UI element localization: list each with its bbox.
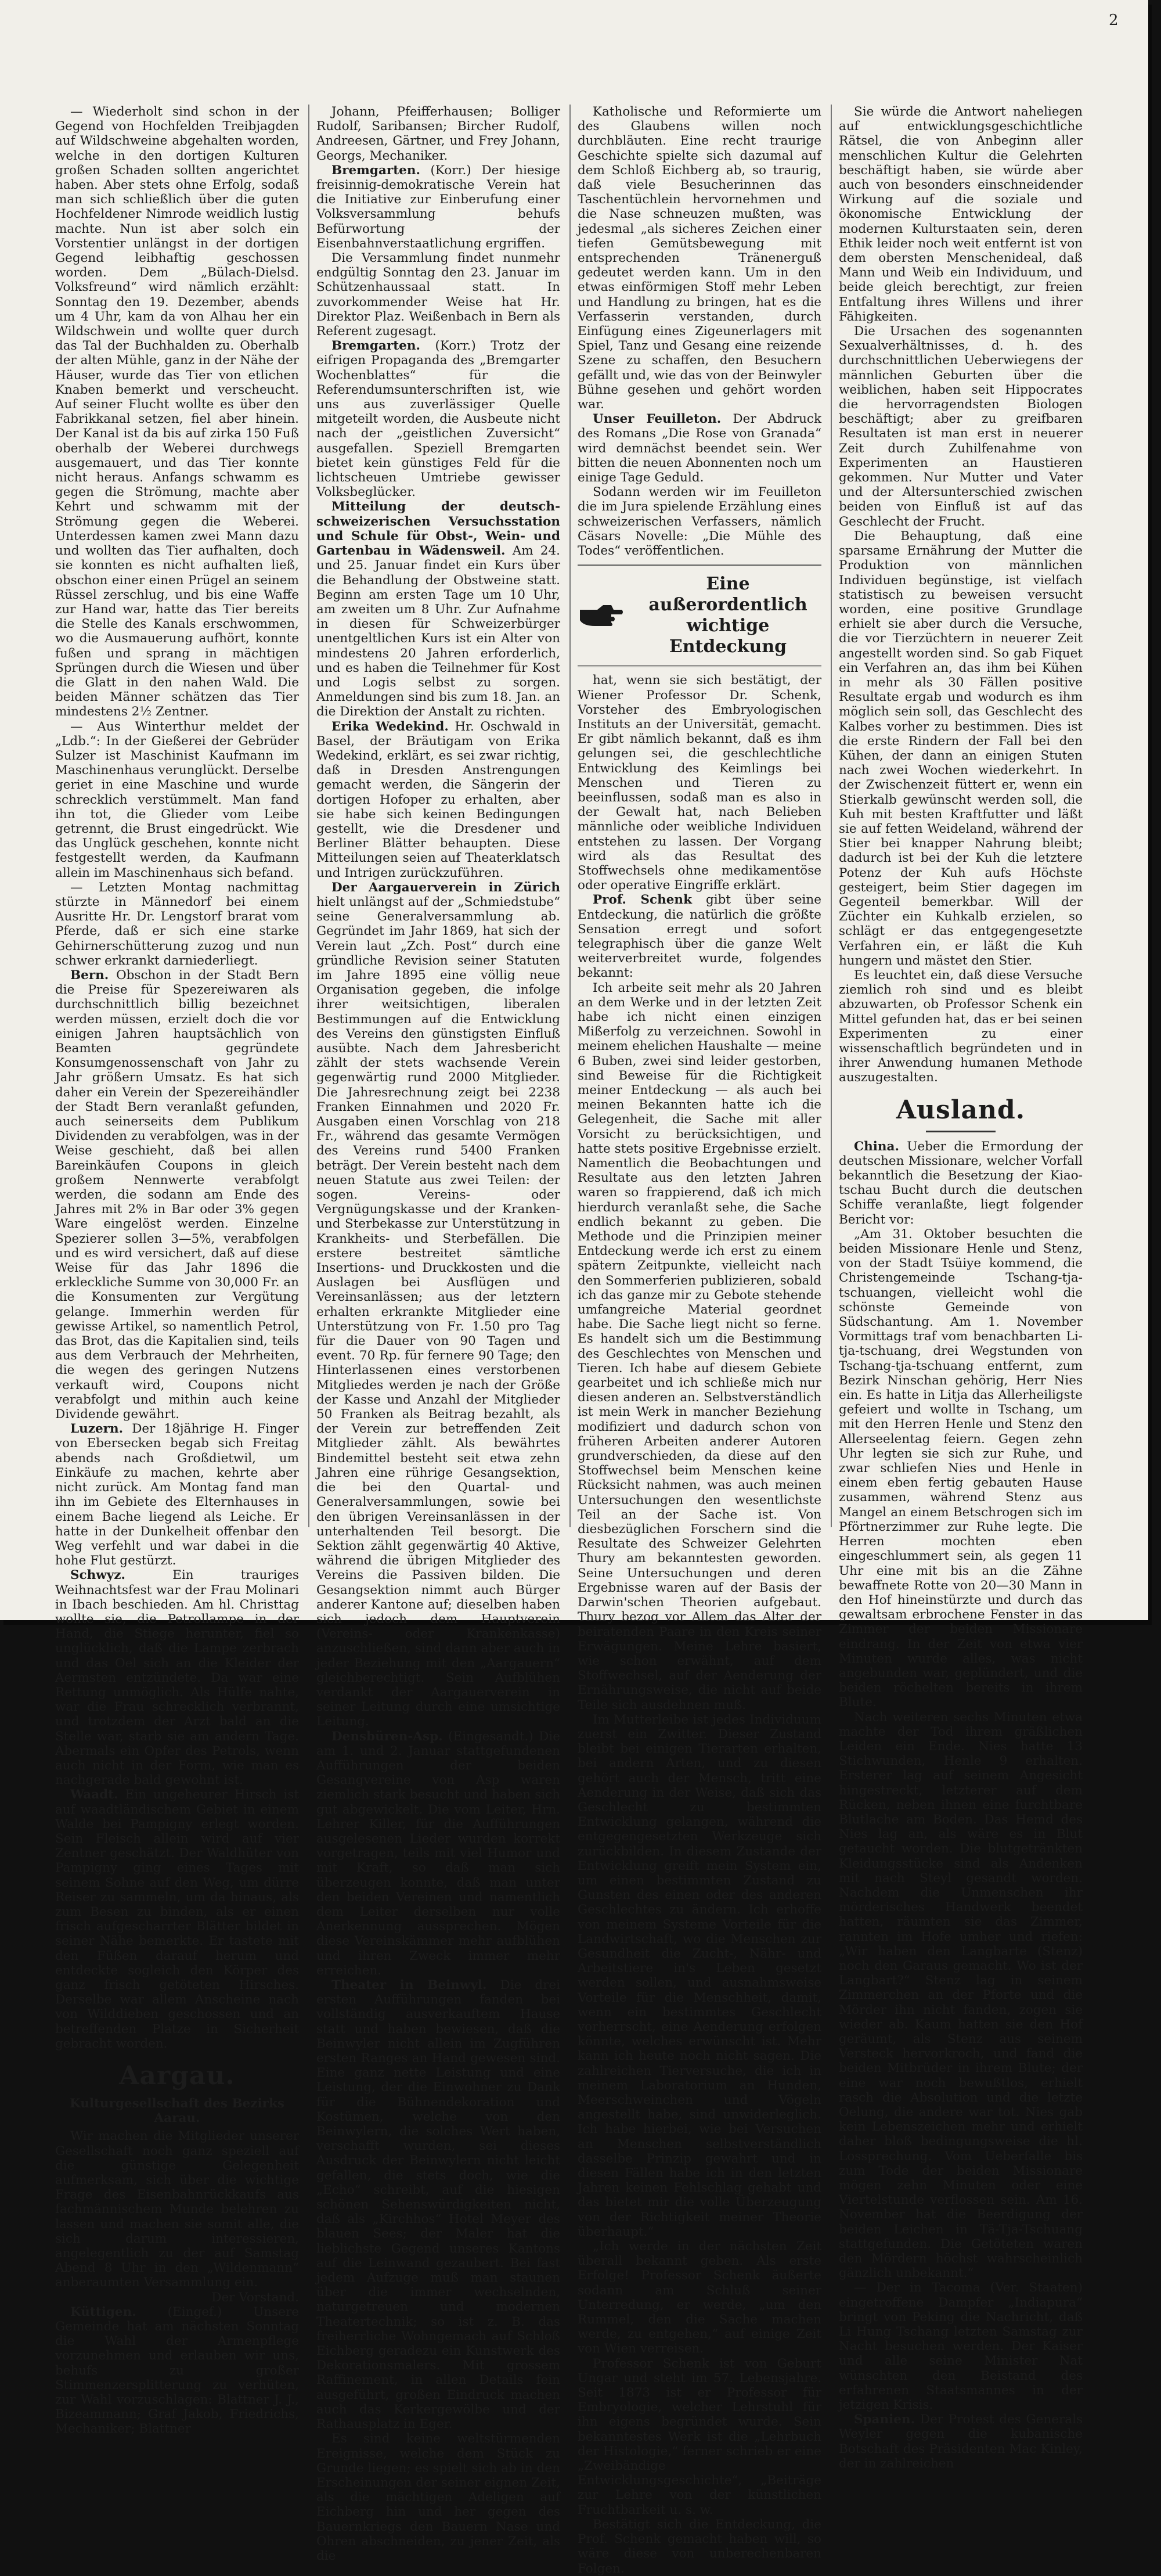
- article-paragraph: [55, 2305, 299, 2437]
- article-keyword: Küttigen.: [70, 2304, 136, 2319]
- article-text: Ueber die Ermordung der deutschen Missionare, welcher Vorfall bekanntlich die Besetzung der Kiao-tschau Bucht durch die deutschen Schiffe veranlaßte, liegt folgender Bericht vor:: [839, 1139, 1083, 1227]
- article-text: Katholische und Reformierte um des Glaubens willen noch durchbläuten. Eine recht traurige Geschichte spielte sich dazumal auf dem Schloß Eichberg ab, so traurig, daß viele Besucherinnen das Taschentüchlein hervornehmen und die Nase schneuzen mußten, was jedesmal „als sicheres Zeichen einer tiefen Gemütsbewegung mit entsprechenden Tränenerguß gedeutet werden kann. Um in den etwas einförmigen Stoff mehr Leben und Handlung zu bringen, hat es die Verfasserin verstanden, durch Einfügung eines Zigeunerlagers mit Spiel, Tanz und Gesang eine reizende Szene zu schaffen, den Besuchern gefällt und, wie das von der Beinwyler Bühne gesehen und gehört worden war.: [578, 105, 821, 412]
- column-4-ausland-articles: [839, 1139, 1083, 2471]
- article-text: Sie würde die Antwort naheliegen auf entwicklungsgeschichtliche Rätsel, die von Anbeginn aller menschlichen Kultur die Gelehrten beschäftigt haben, sie würde aber auch von besonders einschneidender Wirkung auf die soziale und ökonomische Entwicklung der modernen Kulturstaaten sein, deren Ethik leider noch weit entfernt ist von dem obersten Menschenideal, daß Mann und Weib ein Individuum, und beide gleich berechtigt, zur freien Entfaltung ihres Willens und ihrer Fähigkeiten.: [839, 105, 1083, 324]
- article-paragraph: [839, 529, 1083, 968]
- article-paragraph: [578, 412, 821, 485]
- article-text: (Korr.) Trotz der eifrigen Propaganda des „Bremgarter Wochenblattes“ für die Referendumsunterschriften ist, wie uns aus zuverlässiger Quelle mitgeteilt worden, die Ausbeute nicht nach der „geistlichen Zuversicht“ ausgefallen. Speziell Bremgarten bietet kein günstiges Feld für die lichtscheuen Umtriebe gewisser Volksbeglücker.: [316, 339, 560, 500]
- article-keyword: Bremgarten.: [331, 339, 420, 354]
- article-keyword: Waadt.: [70, 1787, 118, 1803]
- article-text: — Wiederholt sind schon in der Gegend von Hochfelden Treibjagden auf Wildschweine abgehalten worden, welche in den dortigen Kulturen großen Schaden sollten angerichtet haben. Aber stets ohne Erfolg, sodaß man sich schließlich über die guten Hochfeldener Nimrode weidlich lustig machte. Nun ist aber solch ein Vorstentier unlängst in der dortigen Gegend leibhaftig geschossen worden. Dem „Bülach-Dielsd. Volksfreund“ wird nämlich erzählt: Sonntag den 19. Dezember, abends um 4 Uhr, kam da von Alhau her ein Wildschwein und wollte quer durch das Tal der Buchhalden zu. Oberhalb der alten Mühle, ganz in der Nähe der Häuser, wurde das Tier von etlichen Knaben bemerkt und verscheucht. Auf seiner Flucht wollte es über den Fabrikkanal setzen, fiel aber hinein. Der Kanal ist da bis auf zirka 150 Fuß oberhalb der Weberei durchwegs ausgemauert, und das Tier konnte nicht heraus. Anfangs schwamm es gegen die Strömung, machte aber Kehrt und schwamm mit der Strömung gegen die Weberei. Unterdessen kamen zwei Mann dazu und wollten das Tier aufhalten, doch sie konnten es nicht aufhalten ließ, obschon einer einen Prügel an seinem Rüssel zerschlug, und bis eine Waffe zur Hand war, hatte das Tier bereits die Stelle des Kanals erschwommen, wo die Ausmauerung aufhört, konnte fußen und sprang in mächtigen Sprüngen durch die Wiesen und über die Glatt in den nahen Wald. Die beiden Männer schätzen das Tier mindestens 2½ Zentner.: [55, 105, 299, 719]
- column-3-discovery-articles: [578, 673, 821, 2575]
- article-paragraph: [316, 499, 560, 719]
- article-text: Die Ursachen des sogenannten Sexualverhältnisses, d. h. des durchschnittlichen Ueberwiegens der männlichen Geburten über die weiblichen, haben seit Hippocrates die hervorragendsten Biologen beschäftigt; aber zu greifbaren Resultaten ist man erst in neuerer Zeit durch Zuhilfenahme von Experimenten an Haustieren gekommen. Nur Mutter und Vater und der Altersunterschied zwischen beiden von Einfluß ist auf das Geschlecht der Frucht.: [839, 324, 1083, 529]
- article-keyword: Densbüren-Asp.: [331, 1729, 443, 1744]
- article-keyword: Prof. Schenk: [593, 893, 692, 908]
- article-paragraph: [578, 485, 821, 558]
- article-keyword: Spanien.: [854, 2412, 915, 2427]
- column-2-articles: [316, 105, 560, 2563]
- article-text: „Ich werde in der nächsten Zeit überall bekannt geben. Als erste Erfolge! Professor Schenk äußerte sodann am Schluß seiner Unterredung, er werde, „um den Rummel, den die Sache machen werde, zu entgehen,“ auf einige Zeit von Wien verreisen.: [578, 2239, 821, 2356]
- article-text: Wir machen die Mitglieder unserer Gesellschaft noch ganz speziell auf die günstige Gelegenheit aufmerksam, sich über die wichtige Frage des Eisenbahnrückkaufs aus fachmännischem Munde belehren zu lassen und machen sie somit alle, die sich darum interessieren, angelegentlich zu der auf Samstag Abend 8 Uhr in den „Wildenmann“ anberaumten Versammlung ein.: [55, 2129, 299, 2290]
- article-paragraph: [55, 2129, 299, 2290]
- article-paragraph: [316, 2431, 560, 2563]
- article-text: „Am 31. Oktober besuchten die beiden Missionare Henle und Stenz, von der Stadt Tsüiye kommend, die Christengemeinde Tschang-tja-tschuangen, vielleicht wohl die schönste Gemeinde von Südschantung. Am 1. November Vormittags traf vom benachbarten Li-tja-tschuang, drei Wegstunden von Tschang-tja-tschuang entfernt, zum Bezirk Ninschan gehörig, Herr Nies ein. Es hatte in Litja das Allerheiligste gefeiert und wollte in Tschang, um mit den Herren Henle und Stenz den Allerseelentag feiern. Gegen zehn Uhr legten sie sich zur Ruhe, und zwar schliefen Nies und Henle in einem eben fertig gebauten Hause zusammen, während Stenz aus Mangel an einem Betschrogen sich im Pförtnerzimmer zur Ruhe legte. Die Herren mochten eben eingeschlummert sein, als gegen 11 Uhr eine mit bis an die Zähne bewaffnete Rotte von 20—30 Mann in den Hof hineinstürzte und durch das gewaltsam erbrochene Fenster in das Zimmer der beiden Missionare eindrang. In der Zeit von etwa vier Minuten wurde alles, was nicht angebunden war, geplündert, und die beiden röchelten bereits in ihrem Blute.: [839, 1226, 1083, 1710]
- article-paragraph: [316, 105, 560, 163]
- article-paragraph: [839, 105, 1083, 324]
- article-paragraph: [578, 893, 821, 980]
- article-text: Johann, Pfeifferhausen; Bolliger Rudolf, Saribansen; Bircher Rudolf, Andreesen, Gärtner, und Frey Johann, Georgs, Mechaniker.: [316, 105, 560, 163]
- heading-rule: [926, 1131, 996, 1132]
- article-text: Obschon in der Stadt Bern die Preise für Spezereiwaren als durchschnittlich billig bezeichnet werden müssen, erzielt doch die vor einigen Jahren hauptsächlich von Beamten gegründete Konsumgenossenschaft von Jahr zu Jahr größern Umsatz. Es hat sich daher ein Verein der Spezereihändler der Stadt Bern veranlaßt gefunden, auch seinerseits dem Publikum Dividenden zu verabfolgen, was in der Weise geschieht, daß bei allen Bareinkäufen Coupons in gleich großem Nennwerte verabfolgt werden, die sodann am Ende des Jahres mit 2% in Bar oder 3% gegen Ware eingelöst werden. Einzelne Spezierer sollen 3—5%, verabfolgen und es wird versichert, daß auf diese Weise für das Jahr 1896 die erkleckliche Summe von 30,000 Fr. an die Konsumenten zur Vergütung gelange. Immerhin werden für gewisse Artikel, so namentlich Petrol, das Brot, das die Kapitalien sind, teils aus dem Verbrauch der Mehrheiten, die wegen des geringen Nutzens verkauft wird, Coupons nicht verabfolgt und mithin auch keine Dividende gewährt.: [55, 967, 299, 1422]
- article-text: Ein ungeheurer Hirsch ist auf waadtländischem Gebiet in einem Walde bei Pampigny erlegt worden. Sein Fleisch allein wird auf vier Zentner geschätzt. Der Waldhüter von Pampigny ging eines Tages mit seinem Sohne auf den Weg, um dürre Reiser zu sammeln, um da hinaus, als zum Besen zu binden, als er einen frisch aufgescharrter Blätter bildet in seiner Nähe bemerkte. Er tastete mit den Füßen darauf herum und entdeckte sogleich den Körper des ganz frisch getöteten Hirsches. Derselbe war allem Anscheine nach von Wilddieben geschossen und an betreffenden Platze in Sicherheit gebracht worden.: [55, 1787, 299, 2051]
- article-paragraph: [316, 880, 560, 1729]
- column-rule: [831, 105, 832, 1527]
- article-text: hat, wenn sie sich bestätigt, der Wiener Professor Dr. Schenk, Vorsteher des Embryologischen Instituts an der Universität, gemacht. Er gibt nämlich bekannt, daß es ihm gelungen sei, die geschlechtliche Entwicklung des Keimlings bei Menschen und Tieren zu beeinflussen, sodaß man es also in der Gewalt hat, nach Belieben männliche oder weibliche Individuen entstehen zu lassen. Der Vorgang wird als das Resultat des Stoffwechsels ohne medikamentöse oder operative Eingriffe erklärt.: [578, 673, 821, 893]
- column-1-tail-articles: [55, 2305, 299, 2437]
- article-text: Es sind keine weltstürmenden Ereignisse, welche dem Stück zu Grunde liegen; es spielt sich ab in den Erscheinungen der seiner eignen Zeit, als die mächtigen Adeligen auf Eichberg hin und her gegen des Bauernkriegs den Bauern Nase und Ohren abschneiden, zu jener Zeit, als die: [316, 2431, 560, 2563]
- section-heading-ausland: Ausland.: [896, 1095, 1026, 1125]
- article-paragraph: [578, 2356, 821, 2517]
- article-keyword: Unser Feuilleton.: [593, 412, 722, 427]
- article-text: (Eingesandt.) Die am 1. und 2. Januar stattgefundenen Aufführungen der beiden Gesangvereine von Asp waren ziemlich stark besucht und haben sich gut abgewickelt. Die vom Leiter, Hrn. Lehrer Killer, für die Aufführungen ausgelesenen Lieder wurden korrekt vorgetragen, teils mit viel Humor und mit Kraft, so daß man sich überzeugen konnte, daß man unter den beiden Vereinen und namentlich dem Leiter derselben nur volle Anerkennung aussprechen. Mögen diese Vereinskämmer mehr aufblühen und ihren Zweck immer mehr erreichen.: [316, 1729, 560, 1978]
- article-paragraph: [55, 1787, 299, 2051]
- article-text: — Aus Winterthur meldet der „Ldb.“: In der Gießerei der Gebrüder Sulzer ist Maschinist Kaufmann im Maschinenhaus verunglückt. Derselbe geriet in eine Maschine und wurde schrecklich verstümmelt. Man fand ihn tot, die Glieder vom Leibe getrennt, die Brust eingedrückt. Wie das Unglück geschehen, konnte nicht festgestellt werden, da Kaufmann allein im Maschinenhaus sich befand.: [55, 719, 299, 880]
- article-text: (Korr.) Der hiesige freisinnig-demokratische Verein hat die Initiative zur Einberufung einer Volksversammlung behufs Befürwortung der Eisenbahnverstaatlichung ergriffen.: [316, 163, 560, 251]
- article-paragraph: [55, 968, 299, 1422]
- article-paragraph: [316, 339, 560, 499]
- article-text: Hr. Oschwald in Basel, der Bräutigam von Erika Wedekind, erklärt, es sei zwar richtig, daß in Dresden Anstrengungen gemacht werden, die Sängerin der dortigen Hofoper zu erhalten, aber sie habe sich keinen Bedingungen gestellt, wie die Dresdener und Berliner Blätter behaupten. Diese Mitteilungen seien auf Theaterklatsch und Intrigen zurückzuführen.: [316, 719, 560, 880]
- article-paragraph: [578, 105, 821, 412]
- article-text: Der 18jährige H. Finger von Ebersecken begab sich Freitag abends nach Großdietwil, um Einkäufe zu machen, kehrte aber nicht zurück. Am Montag fand man ihn im Gebiete des Elternhauses in einem Bache liegend als Leiche. Er hatte in der Dunkelheit offenbar den Weg verfehlt und war dabei in die hohe Flut gestürzt.: [55, 1422, 299, 1568]
- article-text: Die drei ersten Aufführungen fanden bei vollständig ausverkauftem Hause statt und haben bewiesen, daß die Beinwyler nicht allein im Zugführen ersten Ranges an Hand gewesen sind. Eine ganz nette Leistung und eine Leistung, der die Einwohner zu Dank für die Bühnendekoration und Kostümen, welche von den Beinwylern, die solches Wert haben, verschafft wurden, sei dieses Ausdruck der Beinwylern nicht leicht gefallen, die stets doch, wie die „Echo“ schreibt, auf die hiesigen schönen Sehenswürdigkeiten nicht, daß als „Kirchhos“ Hotel Meyer des blauen Sees; der Maler hat die lieblichste Gegend unseres Kantons auf die Leinwand gezaubert. Bei fast jedem Aufzuge muß man staunen über die immer wechselnden, naturgetreuen und modernen Theatertechnik; so ist z. B. das freiherrliche Wohngemach auf Schloß Eichberg geradezu ein Kunstwerk des Dekorationsmalers. Mit grossem Raffinement, in allen Details fein ausgeführt, großen Eindruck machen auch das Kerkergewölbe und der Rathausplatz in Eger.: [316, 1978, 560, 2432]
- article-keyword: Luzern.: [70, 1422, 124, 1437]
- column-3-articles: [578, 105, 821, 558]
- article-keyword: Bern.: [70, 967, 109, 983]
- article-paragraph: [316, 163, 560, 251]
- article-text: — Letzten Montag nachmittag stürzte in Männedorf bei einem Ausritte Hr. Dr. Lengstorf brarat vom Pferde, daß er sich eine starke Gehirnerschütterung zuzog und nun schwer erkrankt darniederliegt.: [55, 880, 299, 968]
- article-paragraph: [316, 1729, 560, 1978]
- article-paragraph: [55, 719, 299, 880]
- article-text: Ich arbeite seit mehr als 20 Jahren an dem Werke und in der letzten Zeit habe ich nicht einen einzigen Mißerfolg zu verzeichnen. Sowohl in meinem ehelichen Haushalte — meine 6 Buben, zwei sind leider gestorben, sind Beweise für die Richtigkeit meiner Entdeckung — als auch bei meinen Bekannten hatte ich die Gelegenheit, die Sache mit aller Vorsicht zu berücksichtigen, und hatte stets positive Ergebnisse erzielt. Namentlich die Beobachtungen und Resultate aus den letzten Jahren waren so frappierend, daß ich mich hierdurch veranlaßt sehe, die Sache endlich bekannt zu geben. Die Methode und die Prinzipien meiner Entdeckung werde ich erst zu einem spätern Zeitpunkte, vielleicht nach den Sommerferien publizieren, sobald ich das ganze mir zu Gebote stehende umfangreiche Material geordnet habe. Die Sache liegt nicht so ferne. Es handelt sich um die Bestimmung des Geschlechtes von Menschen und Tieren. Ich habe auf diesem Gebiete gearbeitet und ich schließe mich nur diesen anderen an. Selbstverständlich ist mein Werk in mancher Beziehung modifiziert und dadurch schon von früheren Arbeiten anderer Autoren grundverschieden, da diese auf den Stoffwechsel beim Menschen keine Rücksicht nahmen, was auch meinen Untersuchungen den wesentlichste Teil an der Sache ist. Von diesbezüglichen Forschern sind die Resultate des Schweizer Gelehrten Thury am bekanntesten geworden. Seine Untersuchungen und deren Ergebnisse waren auf der Basis der Darwin'schen Theorien aufgebaut. Thury bezog vor Allem das Alter der beiratenden Paare in den Kreis seiner Erwägungen. Meine Lehre basiert, wie schon erwähnt, auf dem Stoffwechsel, auf der Aenderung der Ernährungsweise, die nicht auf beide Teile sich ausdehnen muß.: [578, 980, 821, 1712]
- column-4-articles: [839, 105, 1083, 1085]
- article-paragraph: [839, 2412, 1083, 2471]
- article-paragraph: [839, 1710, 1083, 2281]
- article-text: Ein trauriges Weihnachtsfest war der Frau Molinari in Ibach beschieden. Am hl. Christtag wollte sie, die Petrollampe in der Hand, die Stiege herunter, fiel so unglücklich, daß die Lampe zerbrach und das Oel sich an die Kleider der Aermsten entzündete. Da war eine Rettung unmöglich. Als Hülfe nahte, war die Frau schrecklich verbrannt, und trotzdem der Arzt bald an die Stelle war, starb sie am andern Tage. Abermals ein Opfer des Petrols, wenn auch nicht in der Form, wie man es nachgerade bald gewohnt ist.: [55, 1568, 299, 1788]
- article-keyword: China.: [854, 1139, 899, 1154]
- article-text: Der Protest des Generals Weyler gegen die kubanische Botschaft des Präsidenten Mac Kinley, der in zahlreichen: [839, 2412, 1083, 2471]
- article-text: Am 24. und 25. Januar findet ein Kurs über die Behandlung der Obstweine statt. Beginn am ersten Tage um 10 Uhr, am zweiten um 8 Uhr. Zur Aufnahme in diesen für Schweizerbürger unentgeltlichen Kurs ist ein Alter von mindestens 20 Jahren erforderlich, und es haben die Teilnehmer für Kost und Logis selbst zu sorgen. Anmeldungen sind bis zum 18. Jan. an die Direktion der Anstalt zu richten.: [316, 544, 560, 719]
- article-paragraph: [839, 2280, 1083, 2412]
- article-paragraph: [55, 1568, 299, 1787]
- article-paragraph: [839, 968, 1083, 1085]
- article-keyword: Theater in Beinwyl.: [331, 1978, 487, 1992]
- discovery-headline: Eine außerordentlich wichtige Entdeckung: [648, 574, 807, 657]
- column-1-articles: [55, 105, 299, 2051]
- text-columns: [55, 105, 1088, 2576]
- article-paragraph: [316, 1978, 560, 2431]
- column-4: [839, 105, 1083, 2471]
- column-3: [578, 105, 822, 2576]
- article-text: Im Mutterleibe ist jedes Individuum zuerst ein Zwitter. Dieser Zustand bleibt bei einigen Tierarten erhalten, bei andern Arten, und zu diesen gehört auch der Mensch, tritt eine Aenderung in der Weise, daß sich das Geschlecht zu bestimmten Entwicklung gelangen, während die entgegengesetzten Werkzeuge sich zurückbilden. In diesem Zustande der Entwicklung greift mein System ein, um einen bestimmten Zustand zu Gunsten des einen oder des anderen Geschlechtes zu ändern. Ich erhoffe von meinem Systeme Vorteile für die Landwirtschaft, wo die Menschen zur Gesundheit die Zucht-, Nähr- und Arbeitstiere in's Leben gesetzt werden sollen, und ausnahmsweise Vorteile für die Menschheit, damit, wenn ein bestimmtes Geschlecht vorherrscht, eine Aenderung erfolgen könnte, welches erwünscht ist. Mehr kann ich heute noch nicht sagen. Die zahlreichen Tierversuche, die ich in meinem Laboratorium an Hunden, Meerschweinchen und Vögeln angestellt habe, sind unwiderleglich. Ich habe hierbei, wie bei Versuchen an Menschen selbstverständlich dasselbe Prinzip gewahrt und in diesen Fällen habe ich in den letzten Jahren keinen Fehlschlag gehabt und das bietet mir die volle Überzeugung von der Richtigkeit meiner Theorie überhaupt.“: [578, 1712, 821, 2239]
- article-paragraph: [578, 2517, 821, 2576]
- article-paragraph: [839, 1227, 1083, 1710]
- article-text: hielt unlängst auf der „Schmiedstube“ seine Generalversammlung ab. Gegründet im Jahr 1869, hat sich der Verein laut „Zch. Post“ durch eine gründliche Revision seiner Statuten im Jahre 1895 eine völlig neue Organisation gegeben, die infolge ihrer weitsichtigen, liberalen Bestimmungen auf die Entwicklung des Vereins den günstigsten Einfluß ausübte. Nach dem Jahresbericht zählt der stets wachsende Verein gegenwärtig rund 2000 Mitglieder. Die Jahresrechnung zeigt bei 2238 Franken Einnahmen und 2020 Fr. Ausgaben einen Vorschlag von 218 Fr., während das gesamte Vermögen des Vereins rund 5400 Franken beträgt. Der Verein besteht nach dem neuen Statute aus zwei Teilen: der sogen. Vereins- oder Vergnügungskasse und der Kranken- und Sterbekasse zur Unterstützung in Krankheits- und Sterbefällen. Die erstere bestreitet sämtliche Insertions- und Druckkosten und die Auslagen bei Ausflügen und Vereinsanlässen; aus der letztern erhalten erkrankte Mitglieder eine Unterstützung von Fr. 1.50 pro Tag für die Dauer von 90 Tagen und event. 70 Rp. für fernere 90 Tage; den Hinterlassenen eines verstorbenen Mitgliedes werden je nach der Größe der Kasse und Anzahl der Mitglieder 50 Franken als Beitrag bezahlt, als der Verein zur betreffenden Zeit Mitglieder zählt. Als bewährtes Bindemittel besteht seit etwa zehn Jahren eine rührige Gesangsektion, die bei den Quartal- und Generalversammlungen, sowie bei den übrigen Vereinsanlässen in der unterhaltenden Teil besorgt. Die Sektion zählt gegenwärtig 40 Aktive, während die übrigen Mitglieder des Vereins die Passiven bilden. Die Gesangsektion nimmt auch Bürger anderer Kantone auf; dieselben haben sich jedoch dem Hauptverein (Vereins- oder Krankenkasse) anzuschließen, sind dann aber auch in jeder Beziehung mit den „Aargauern“ gleichberechtigt. Sein Aufblühen verdankt der Aargauerverein in seiner Leitung durch eine umsichtige Leitung.: [316, 894, 560, 1729]
- article-text: Nach weiteren sechs Minuten etwa machte der Tod ihrem gräßlichen Leiden ein Ende. Nies hatte 13 Stichwunden, Henle 9 erhalten. Ersterer lag auf seinem Angesicht hingestreckt, letzterer auf dem Rücken, neben ihnen eine furchtbare Blutlache am Boden. Das Hemd des Nies lag an, als wäre es in Blut getaucht worden. Die blutgetränkten Kleidungsstücke sind als Andenken mit nach Steyl gesandt worden. Nachdem die Unmenschen ihr mörderisches Handwerk beendet hatten, räumten sie das Zimmer, rannten im Hofe umher und riefen: „Wir haben den Langbarte (Stenz) noch den Garaus gemacht. Wo ist der Langbart?“ Stenz lag in seinem Zimmerchen an der Pforte und die Mörder ihn nicht fanden, zogen sie wieder ab. Kaum hatten sie den Hof geräumt, als Stenz aus seinem Versteck hervorkroch, und fand die beiden Mitbrüder in ihrem Blute; der eine war noch bewußtlos, erhielt rasch die Absolution und die letzte Oelung, die andere war tot. Nies gab kein Lebenszeichen mehr und erhielt daher bloß bedingungsweise die hl. Lossprechung. Vom Ueberfalle bis zum Tode der beiden Missionare mögen zehn Minuten oder eine Viertelstunde verflossen sein. Am 16. November hat die Beerdigung der beiden Leichen in Tä-Tja-Tschuang stattgefunden. Die Getöteten waren den Mördern höchst wahrscheinlich gänzlich unbekannt.“: [839, 1710, 1083, 2281]
- aargau-subheading: Kulturgesellschaft des Bezirks Aarau.: [69, 2096, 284, 2126]
- article-paragraph: [55, 105, 299, 719]
- article-paragraph: [578, 673, 821, 893]
- article-keyword: Der Aargauerverein in Zürich: [331, 880, 560, 895]
- column-1-aargau-articles: [55, 2129, 299, 2290]
- article-keyword: Mitteilung der deutsch-schweizerischen Versuchsstation und Schule für Obst-, Wein- und Gartenbau in Wädensweil.: [316, 499, 560, 559]
- page-number: 2: [1109, 12, 1119, 29]
- article-paragraph: [55, 1422, 299, 1568]
- article-text: Es leuchtet ein, daß diese Versuche ziemlich roh sind und es bleibt abzuwarten, ob Professor Schenk ein Mittel gefunden hat, das er bei seinen Experimenten zu einer wissenschaftlich begründeten und in ihrer Anwendung humanen Methode auszugestalten.: [839, 967, 1083, 1085]
- section-heading-aargau: Aargau.: [119, 2061, 235, 2091]
- article-text: Die Versammlung findet nunmehr endgültig Sonntag den 23. Januar im Schützenhaussaal statt. In zuvorkommender Weise hat Hr. Direktor Plaz. Weißenbach in Bern als Referent zugesagt.: [316, 251, 560, 339]
- article-text: Bestätigt sich die Entdeckung, die Prof. Schenk gemacht haben will, so wäre diese von unberechenbaren Folgen.: [578, 2517, 821, 2576]
- article-keyword: Bremgarten.: [331, 163, 420, 178]
- aargau-signature: Der Vorstand.: [211, 2290, 299, 2305]
- column-1: [55, 105, 299, 2437]
- article-paragraph: [578, 981, 821, 1712]
- article-paragraph: [55, 880, 299, 968]
- article-paragraph: [316, 251, 560, 339]
- column-2: [316, 105, 560, 2563]
- article-paragraph: [578, 1712, 821, 2239]
- pointing-hand-icon: [578, 603, 624, 628]
- article-keyword: Erika Wedekind.: [331, 719, 449, 734]
- article-text: — Der in Tacoma (Ver. Staaten) eingetroffene Dampfer „Indiapura“ bringt von Peking die Nachricht, daß Li Hung Tschang letzten Samstag zur Nacht besuchen werden. Der Kaiser und alle seine Minister Nat wünschten den Beistand des erfahrenen Staatsmannes in der jetzigen Krisis.: [839, 2280, 1083, 2413]
- article-paragraph: [839, 324, 1083, 529]
- article-text: Der Abdruck des Romans „Die Rose von Granada“ wird demnächst beendet sein. Wer bitten die neuen Abonnenten noch um einige Tage Geduld.: [578, 412, 822, 485]
- article-paragraph: [316, 719, 560, 880]
- article-paragraph: [839, 1139, 1083, 1227]
- discovery-headline-box: [578, 564, 821, 667]
- column-rule: [569, 105, 571, 1527]
- article-paragraph: [578, 2239, 821, 2356]
- article-keyword: Schwyz.: [70, 1568, 125, 1583]
- column-rule: [308, 105, 309, 1527]
- article-text: Die Behauptung, daß eine sparsame Ernährung der Mutter die Produktion von männlichen Individuen begünstige, ist vielfach statistisch zu beweisen versucht worden, eine positive Grundlage erhielt sie aber durch die Versuche, die vor Tierzüchtern in neuerer Zeit angestellt worden sind. So gab Fiquet ein Verfahren an, das ihm bei Kühen in mehr als 30 Fällen positive Resultate ergab und wodurch es ihm möglich sein soll, das Geschlecht des Kalbes vorher zu bestimmen. Dies ist die erste Rindern der Fall bei den Kühen, der dann an einigen Stuten nach zwei Wochen wiederkehrt. In der Zwischenzeit füttert er, wenn ein Stierkalb gewünscht werden soll, die Kuh mit besten Kraftfutter und läßt sie auf fetten Weideland, während der Stier bei knapper Nahrung bleibt; dadurch ist bei der Kuh die letztere Potenz der Kuh aufs Höchste gesteigert, beim Stier dagegen im Gegenteil bemerkbar. Will der Züchter ein Kuhkalb erzielen, so schlägt er das entgegengesetzte Verfahren ein, er läßt die Kuh hungern und mästet den Stier.: [839, 528, 1083, 968]
- article-text: Sodann werden wir im Feuilleton die im Jura spielende Erzählung eines schweizerischen Verfassers, nämlich Cäsars Novelle: „Die Mühle des Todes“ veröffentlichen.: [578, 485, 821, 559]
- article-text: (Eingef.) Unsere Gemeinde hat am nächsten Sonntag die Wahl der Armenpflege vorzunehmen und erlauben wir uns, behufs zu großer Stimmenzersplitterung zu verhüten, zur Wahl vorzuschlagen: Blattner J. J., Bizeammann; Graf Jakob, Friedrichs, Mechaniker; Blattner: [55, 2304, 299, 2437]
- article-text: gibt über seine Entdeckung, die natürlich die größte Sensation erregt und sofort telegraphisch über die ganze Welt weiterverbreitet wurde, folgendes bekannt:: [578, 893, 821, 981]
- article-text: Professor Schenk ist von Geburt Ungar und steht im 57. Lebensjahre. Seit 1873 ist er Professor für Embryologie, welcher Lehrstuhl für ihn eigens begründet wurde. Sein bekanntestes Werk ist die „Lehrbuch der Histologie,“ ferner schrieb er eine „Zweibändige Entwicklungsgeschichte“, „Beiträge zur Lehre von der künstlichen Fruchtbarkeit u. s. w.: [578, 2356, 821, 2517]
